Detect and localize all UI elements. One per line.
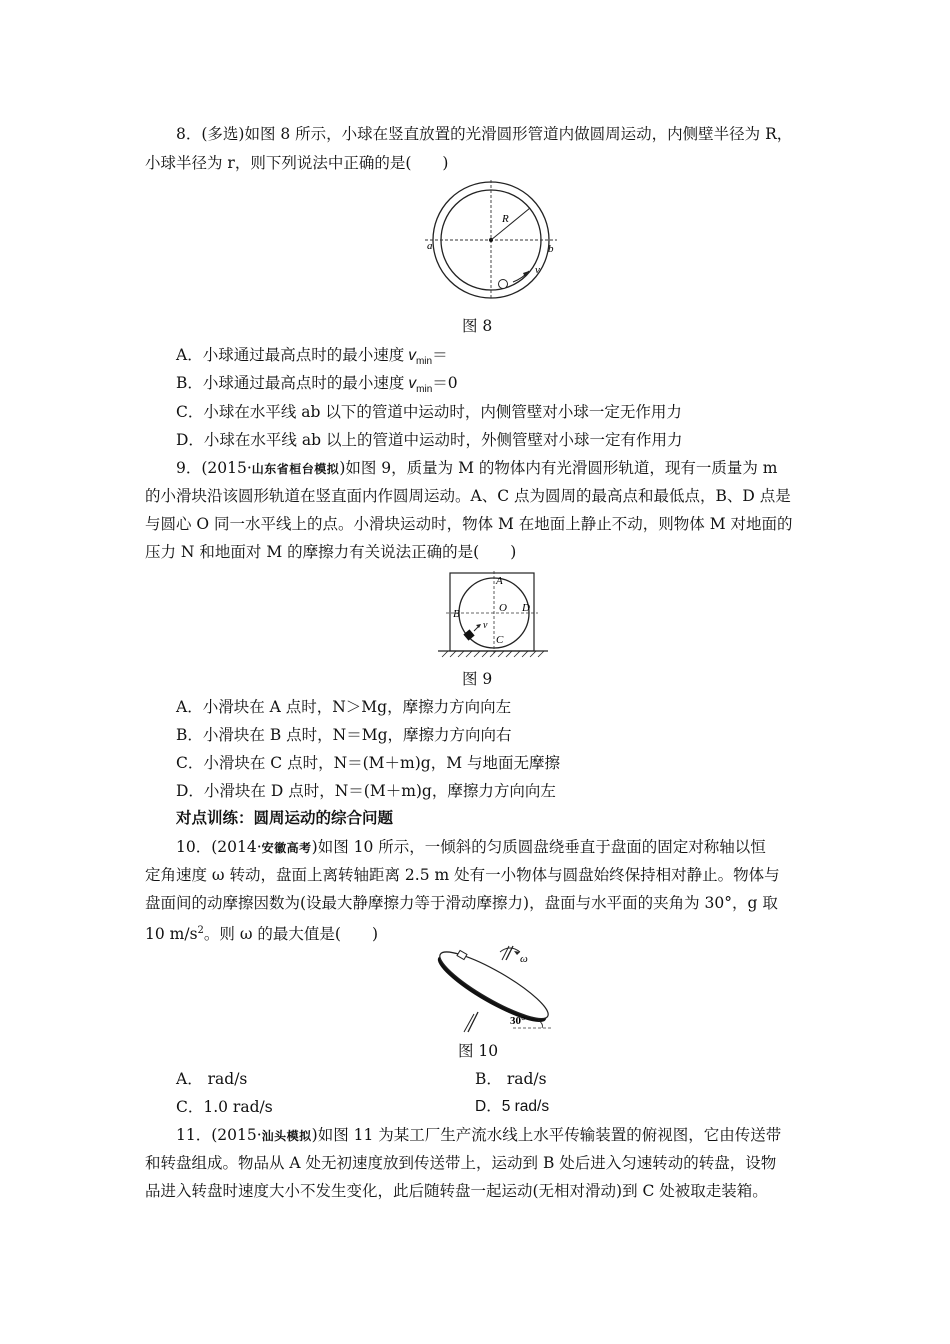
- label-b: b: [548, 243, 554, 255]
- figure-10-tilted-disk: [428, 942, 563, 1032]
- q10-source: 安徽高考: [261, 841, 312, 855]
- q10-option-a: A． rad/s: [176, 1070, 248, 1088]
- figure-9-block-with-track: [438, 571, 548, 663]
- label-B: B: [453, 608, 460, 620]
- label-a: a: [427, 240, 433, 252]
- q9-line-1: 9．(2015·山东省桓台模拟)如图 9，质量为 M 的物体内有光滑圆形轨道，现有一质量为 m: [176, 459, 778, 477]
- figure-9-caption: 图 9: [462, 670, 493, 688]
- q10-option-c: C．1.0 rad/s: [176, 1098, 273, 1116]
- q10-line-2: 定角速度 ω 转动，盘面上离转轴距离 2.5 m 处有一小物体与圆盘始终保持相对静止。物体与: [145, 866, 780, 884]
- q9-source: 山东省桓台模拟: [251, 462, 340, 476]
- q10-line-4: 10 $m/s^2$。则 ω 的最大值是( ): [145, 925, 378, 944]
- q11-source: 汕头模拟: [261, 1129, 312, 1143]
- q11-line-3: 品进入转盘时速度大小不发生变化，此后随转盘一起运动(无相对滑动)到 C 处被取走装箱。: [145, 1182, 768, 1200]
- label-v: v: [535, 264, 540, 276]
- q9-option-c: C．小滑块在 C 点时，N＝(M＋m)g，M 与地面无摩擦: [176, 754, 561, 772]
- section-title: 对点训练：圆周运动的综合问题: [176, 810, 394, 827]
- q8-option-d: D．小球在水平线 ab 以上的管道中运动时，外侧管壁对小球一定有作用力: [176, 431, 683, 449]
- label-v: v: [483, 620, 488, 631]
- figure-8-caption: 图 8: [462, 317, 493, 335]
- label-omega: ω: [520, 953, 528, 965]
- q10-option-d: D．5 rad/s: [475, 1098, 550, 1115]
- q11-line-1: 11．(2015·汕头模拟)如图 11 为某工厂生产流水线上水平传输装置的俯视图，它由传送带: [176, 1126, 782, 1144]
- label-D: D: [522, 602, 530, 614]
- figure-8-circular-tube: [425, 178, 565, 298]
- q8-line-2: 小球半径为 r，则下列说法中正确的是( ): [145, 154, 449, 172]
- q9-option-b: B．小滑块在 B 点时，N＝Mg，摩擦力方向向右: [176, 726, 512, 744]
- q10-line-3: 盘面间的动摩擦因数为(设最大静摩擦力等于滑动摩擦力)，盘面与水平面的夹角为 30°，g 取: [145, 894, 778, 912]
- q9-line-2: 的小滑块沿该圆形轨道在竖直面内作圆周运动。A、C 点为圆周的最高点和最低点，B、D 点是: [145, 487, 791, 505]
- label-R: R: [502, 213, 509, 225]
- q8-option-c: C．小球在水平线 ab 以下的管道中运动时，内侧管壁对小球一定无作用力: [176, 403, 682, 421]
- q10-option-b: B． rad/s: [475, 1070, 547, 1088]
- q8-option-a: A．小球通过最高点时的最小速度 $v_{min}=$: [176, 346, 448, 368]
- q10-line-1: 10．(2014·安徽高考)如图 10 所示，一倾斜的匀质圆盘绕垂直于盘面的固定对称轴以恒: [176, 838, 766, 856]
- q8-option-b: B．小球通过最高点时的最小速度 $v_{min}=0$: [176, 374, 458, 396]
- label-angle: 30°: [510, 1015, 526, 1027]
- q9-line-4: 压力 N 和地面对 M 的摩擦力有关说法正确的是( ): [145, 543, 517, 561]
- q9-line-3: 与圆心 O 同一水平线上的点。小滑块运动时，物体 M 在地面上静止不动，则物体 M 对地面的: [145, 515, 793, 533]
- q8-line-1: 8．(多选)如图 8 所示，小球在竖直放置的光滑圆形管道内做圆周运动，内侧壁半径为 R，: [176, 125, 793, 143]
- q9-option-d: D．小滑块在 D 点时，N＝(M＋m)g，摩擦力方向向左: [176, 782, 556, 800]
- label-O: O: [499, 602, 507, 614]
- label-A: A: [496, 575, 503, 587]
- q11-line-2: 和转盘组成。物品从 A 处无初速度放到传送带上，运动到 B 处后进入匀速转动的转盘，设物: [145, 1154, 777, 1172]
- q9-option-a: A．小滑块在 A 点时，N＞Mg，摩擦力方向向左: [176, 698, 512, 716]
- label-C: C: [496, 634, 504, 646]
- figure-10-caption: 图 10: [458, 1042, 499, 1060]
